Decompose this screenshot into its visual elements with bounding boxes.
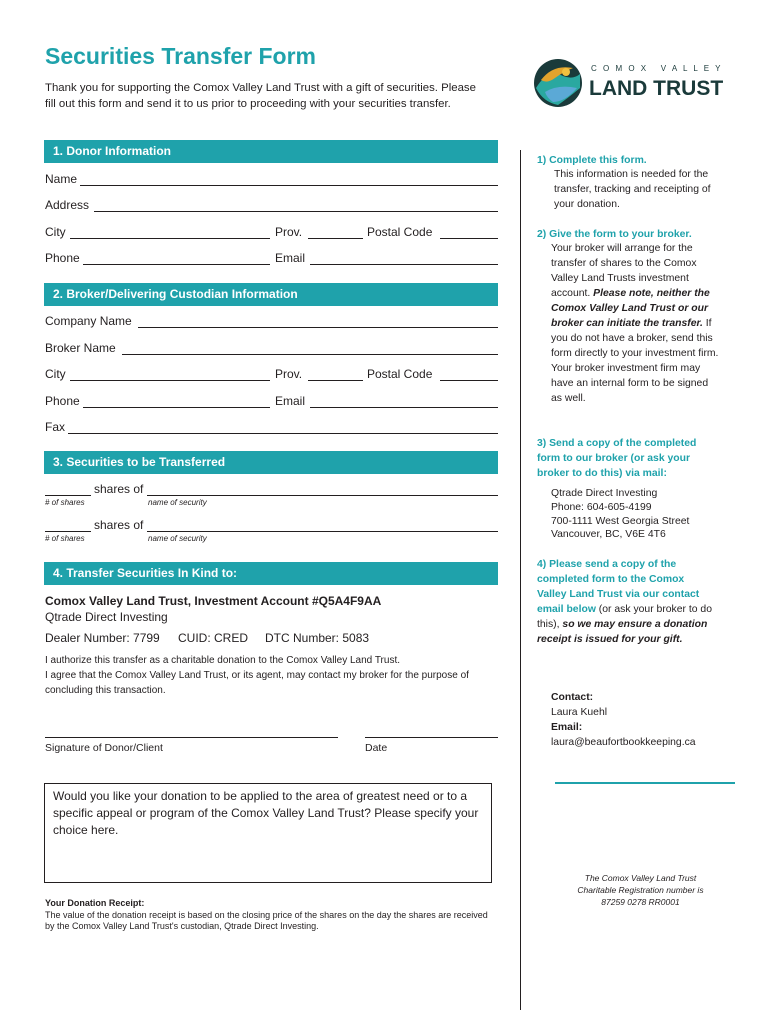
date-caption: Date [365,742,388,754]
broker-label: Broker Name [45,341,116,355]
security-name-caption: name of security [148,498,207,507]
phone-label: Phone [45,251,80,265]
broker-city-field[interactable] [70,380,270,381]
email-label: Email: [551,722,583,733]
city-label: City [45,367,66,381]
charity-line-1: The Comox Valley Land Trust [584,873,697,883]
land-trust-logo [533,58,723,110]
step4-heading: 4) Please send a copy of the completed form to the Comox Valley Land Trust via our contact email below [537,559,700,615]
broker-phone: Phone: 604-605-4199 [551,502,652,513]
postal-label: Postal Code [367,367,433,381]
num-shares-caption: # of shares [45,534,85,543]
authorization-text: I authorize this transfer as a charitable donation to the Comox Valley Land Trust. [45,655,401,666]
receipt-heading: Your Donation Receipt: [45,898,145,908]
donor-prov-field[interactable] [308,238,363,239]
step2-text-more: If you do not have a broker, send this form directly to your investment firm. Your broker investment firm may have an internal form to be signed as well. [551,318,719,404]
dealer-number: Dealer Number: 7799 [45,631,160,645]
donor-city-field[interactable] [70,238,270,239]
address-label: Address [45,198,90,212]
section-securities-header: 3. Securities to be Transferred [44,451,498,474]
postal-label: Postal Code [367,225,433,239]
company-label: Company Name [45,314,132,328]
section-transfer-header: 4. Transfer Securities In Kind to: [44,562,498,585]
broker-name-field[interactable] [122,354,498,355]
phone-label: Phone [45,394,80,408]
contact-name: Laura Kuehl [551,707,608,718]
firm-text: Qtrade Direct Investing [45,610,168,624]
receipt-text: The value of the donation receipt is based on the closing price of the shares on the day the shares are received by the Comox Valley Land Trust's custodian, Qtrade Direct Investing. [45,910,488,931]
fax-label: Fax [45,420,66,434]
broker-email-field[interactable] [310,407,498,408]
step1-heading: 1) Complete this form. [537,155,647,166]
step2-text: Your broker will arrange for the transfer of shares to the Comox Valley Land Trusts investment account. [551,243,697,299]
dtc-number: DTC Number: 5083 [265,631,370,645]
page-title: Securities Transfer Form [45,43,316,69]
broker-address-3: Vancouver, BC, V6E 4T6 [551,529,666,540]
city-label: City [45,225,66,239]
broker-phone-field[interactable] [83,407,270,408]
broker-address-2: 700-1111 West Georgia Street [551,516,690,527]
account-text: Comox Valley Land Trust, Investment Account #Q5A4F9AA [45,594,382,608]
shares-of-label: shares of [94,518,144,532]
step3-heading: 3) Send a copy of the completed form to our broker (or ask your broker to do this) via mail: [537,438,697,479]
shares-of-label: shares of [94,482,144,496]
step2-notice: Please note, neither the Comox Valley Land Trust or our broker can initiate the transfer. [551,288,710,329]
security-name-field-1[interactable] [147,495,498,496]
email-label: Email [275,394,306,408]
contact-label: Contact: [551,692,594,703]
broker-postal-field[interactable] [440,380,498,381]
accent-divider [555,782,735,784]
name-label: Name [45,172,78,186]
charity-info [548,872,733,908]
signature-field[interactable] [45,737,338,738]
donor-name-field[interactable] [80,185,498,186]
section-broker-header: 2. Broker/Delivering Custodian Information [44,283,498,306]
step4-body [537,557,712,647]
donor-phone-field[interactable] [83,264,270,265]
broker-prov-field[interactable] [308,380,363,381]
shares-count-field-1[interactable] [45,495,91,496]
step2-heading: 2) Give the form to your broker. [537,229,692,240]
agreement-text: I agree that the Comox Valley Land Trust, or its agent, may contact my broker for the purpose of concluding this transaction. [45,670,469,696]
contact-email-link[interactable]: laura@beaufortbookkeeping.ca [551,737,696,748]
logo-bottom-text: LAND TRUST [589,77,724,100]
prov-label: Prov. [275,225,303,239]
step4-text: (or ask your broker to do this), [537,604,712,630]
designation-question: Would you like your donation to be applied to the area of greatest need or to a specific appeal or program of the Comox Valley Land Trust? Please specify your choice here. [53,789,479,837]
logo-emblem-icon [533,58,583,108]
donor-address-field[interactable] [94,211,498,212]
security-name-caption: name of security [148,534,207,543]
section-donor-header: 1. Donor Information [44,140,498,163]
step2-body [551,241,721,406]
column-divider [520,150,521,1010]
shares-count-field-2[interactable] [45,531,91,532]
security-name-field-2[interactable] [147,531,498,532]
step1-text: This information is needed for the transfer, tracking and receipting of your donation. [554,169,711,210]
charity-line-2: Charitable Registration number is [577,885,704,895]
broker-fax-field[interactable] [68,433,498,434]
logo-top-text: C O M O X V A L L E Y [591,64,723,73]
intro-text: Thank you for supporting the Comox Valley Land Trust with a gift of securities. Please fill out this form and send it to us prior to proceeding with your securities transfer. [45,82,476,110]
prov-label: Prov. [275,367,303,381]
company-name-field[interactable] [138,327,498,328]
signature-caption: Signature of Donor/Client [45,742,163,754]
broker-address-1: Qtrade Direct Investing [551,488,658,499]
email-label: Email [275,251,306,265]
cuid-text: CUID: CRED [178,631,249,645]
donor-email-field[interactable] [310,264,498,265]
designation-textbox[interactable] [44,783,492,883]
num-shares-caption: # of shares [45,498,85,507]
step4-notice: so we may ensure a donation receipt is issued for your gift. [537,619,708,645]
charity-number: 87259 0278 RR0001 [601,897,680,907]
date-field[interactable] [365,737,498,738]
donor-postal-field[interactable] [440,238,498,239]
